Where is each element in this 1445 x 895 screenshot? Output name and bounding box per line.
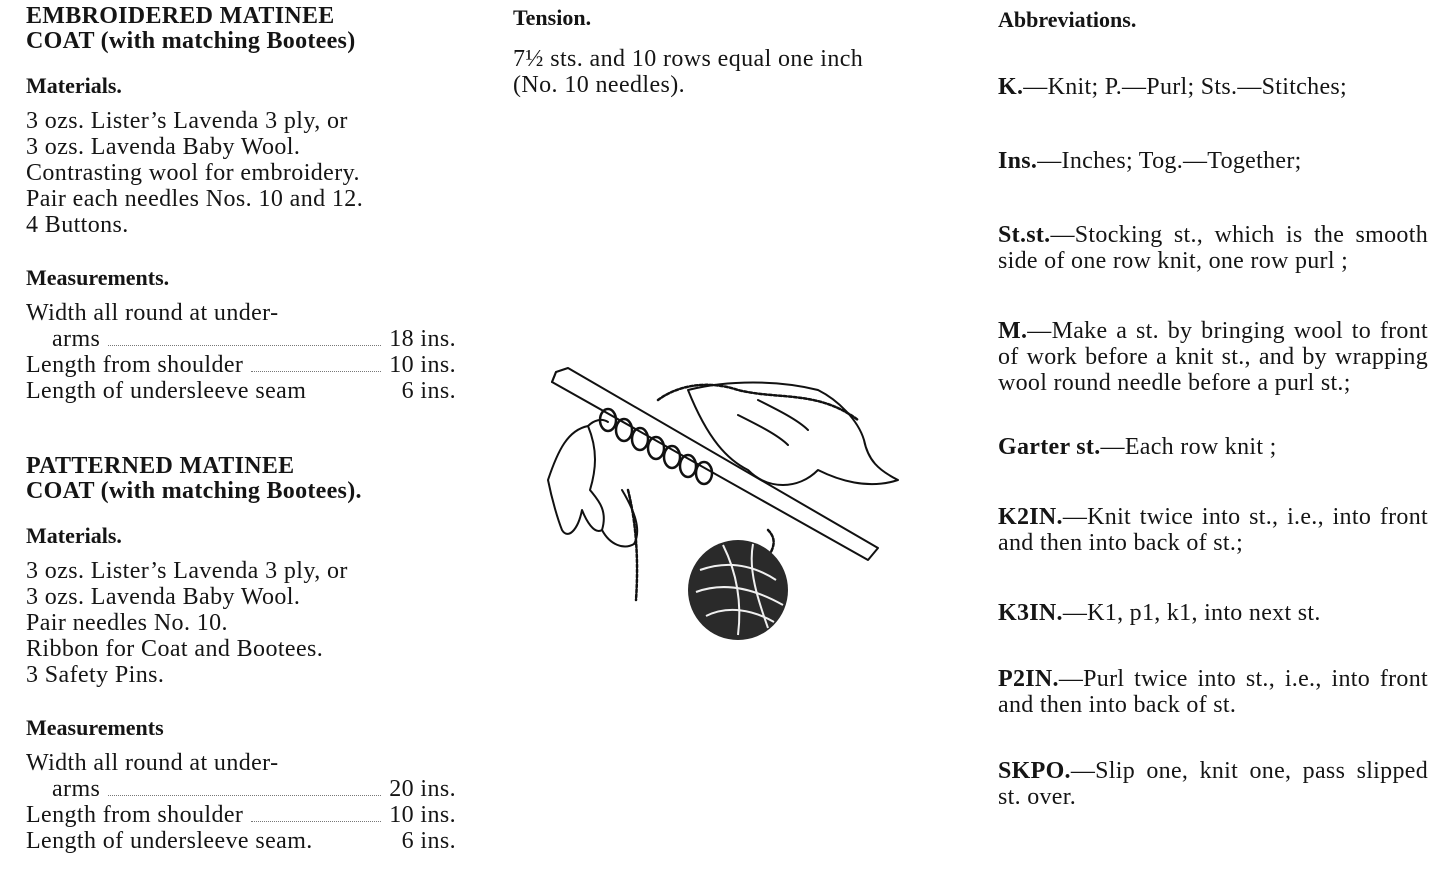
patterned-measurements-table bbox=[26, 750, 456, 854]
measurement-value: 10 ins. bbox=[389, 352, 456, 378]
patterned-title-line2: COAT (with matching Bootees). bbox=[26, 478, 362, 504]
materials-line: 3 ozs. Lavenda Baby Wool. bbox=[26, 134, 301, 160]
embroidered-title-line2: COAT (with matching Bootees) bbox=[26, 28, 356, 54]
measurement-row bbox=[26, 776, 456, 802]
middle-column bbox=[513, 0, 943, 98]
abbreviation-text: —Knit; P.—Purl; Sts.—Stitches; bbox=[1023, 74, 1347, 100]
embroidered-measurements-table bbox=[26, 300, 456, 404]
patterned-section bbox=[26, 454, 456, 854]
embroidered-section bbox=[26, 4, 456, 404]
measurement-label: arms bbox=[52, 776, 101, 802]
abbreviation-entry bbox=[998, 666, 1428, 718]
abbreviation-entry bbox=[998, 148, 1428, 174]
embroidered-title-line1: EMBROIDERED MATINEE bbox=[26, 3, 335, 29]
measurement-label: Length from shoulder bbox=[26, 352, 244, 378]
abbreviation-text: —Stocking st., which is the smooth side of one row knit, one row purl ; bbox=[998, 222, 1428, 274]
abbreviation-text: —Each row knit ; bbox=[1100, 434, 1277, 460]
measurement-row bbox=[26, 802, 456, 828]
patterned-title-line1: PATTERNED MATINEE bbox=[26, 453, 295, 479]
measurement-label: Length of undersleeve seam. bbox=[26, 828, 313, 854]
measurement-value: 10 ins. bbox=[389, 802, 456, 828]
abbreviation-term: K2IN. bbox=[998, 504, 1063, 530]
abbreviation-entry bbox=[998, 758, 1428, 810]
measurement-label: Length from shoulder bbox=[26, 802, 244, 828]
abbreviation-text: —K1, p1, k1, into next st. bbox=[1062, 600, 1321, 626]
right-column bbox=[998, 0, 1428, 810]
abbreviation-text: —Purl twice into st., i.e., into front and then into back of st. bbox=[998, 666, 1428, 718]
abbreviation-term: K. bbox=[998, 74, 1024, 100]
abbreviations-heading: Abbreviations. bbox=[998, 7, 1137, 32]
measurement-row bbox=[26, 326, 456, 352]
materials-line: Ribbon for Coat and Bootees. bbox=[26, 636, 324, 662]
patterned-measurements-heading: Measurements bbox=[26, 715, 164, 740]
abbreviation-entry bbox=[998, 504, 1428, 556]
materials-line: 3 ozs. Lavenda Baby Wool. bbox=[26, 584, 301, 610]
leader-dots bbox=[108, 345, 381, 346]
measurement-row bbox=[26, 378, 456, 404]
measurement-row bbox=[26, 750, 456, 776]
measurement-label: arms bbox=[52, 326, 101, 352]
measurement-value: 18 ins. bbox=[389, 326, 456, 352]
measurement-row bbox=[26, 300, 456, 326]
materials-line: 3 ozs. Lister’s Lavenda 3 ply, or bbox=[26, 108, 348, 134]
abbreviation-entry bbox=[998, 434, 1428, 460]
embroidered-materials-list bbox=[26, 108, 456, 238]
materials-line: Pair each needles Nos. 10 and 12. bbox=[26, 186, 364, 212]
patterned-title bbox=[26, 454, 456, 504]
abbreviation-text: —Inches; Tog.—Together; bbox=[1037, 148, 1302, 174]
embroidered-title bbox=[26, 4, 456, 54]
measurement-label: Width all round at under- bbox=[26, 750, 279, 776]
embroidered-materials-heading: Materials. bbox=[26, 73, 122, 98]
tension-line: 7½ sts. and 10 rows equal one inch bbox=[513, 46, 864, 72]
abbreviation-text: —Knit twice into st., i.e., into front and then into back of st.; bbox=[998, 504, 1428, 556]
patterned-materials-list bbox=[26, 558, 456, 688]
measurement-row bbox=[26, 828, 456, 854]
abbreviation-text: —Slip one, knit one, pass slipped st. over. bbox=[998, 758, 1428, 810]
leader-dots bbox=[251, 371, 381, 372]
tension-line: (No. 10 needles). bbox=[513, 72, 686, 98]
measurement-value: 6 ins. bbox=[401, 378, 456, 404]
measurement-value: 6 ins. bbox=[401, 828, 456, 854]
abbreviation-term: Garter st. bbox=[998, 434, 1101, 460]
measurement-label: Length of undersleeve seam bbox=[26, 378, 307, 404]
tension-text bbox=[513, 46, 943, 98]
tension-heading: Tension. bbox=[513, 5, 592, 30]
embroidered-measurements-heading: Measurements. bbox=[26, 265, 170, 290]
abbreviation-term: M. bbox=[998, 318, 1028, 344]
abbreviation-entry bbox=[998, 318, 1428, 396]
materials-line: 4 Buttons. bbox=[26, 212, 129, 238]
materials-line: Contrasting wool for embroidery. bbox=[26, 160, 360, 186]
materials-line: 3 Safety Pins. bbox=[26, 662, 165, 688]
materials-line: 3 ozs. Lister’s Lavenda 3 ply, or bbox=[26, 558, 348, 584]
left-column bbox=[26, 0, 456, 854]
materials-line: Pair needles No. 10. bbox=[26, 610, 228, 636]
abbreviation-term: P2IN. bbox=[998, 666, 1059, 692]
abbreviation-term: K3IN. bbox=[998, 600, 1063, 626]
leader-dots bbox=[108, 795, 381, 796]
abbreviation-text: —Make a st. by bringing wool to front of work before a knit st., and by wrapping wool round needle before a purl st.; bbox=[998, 318, 1428, 396]
measurement-label: Width all round at under- bbox=[26, 300, 279, 326]
measurement-row bbox=[26, 352, 456, 378]
abbreviation-entry bbox=[998, 600, 1428, 626]
patterned-materials-heading: Materials. bbox=[26, 523, 122, 548]
abbreviation-entry bbox=[998, 222, 1428, 274]
measurement-value: 20 ins. bbox=[389, 776, 456, 802]
abbreviation-entry bbox=[998, 74, 1428, 100]
leader-dots bbox=[251, 821, 381, 822]
abbreviation-term: SKPO. bbox=[998, 758, 1071, 784]
ball-of-wool bbox=[688, 540, 788, 640]
abbreviation-term: St.st. bbox=[998, 222, 1051, 248]
abbreviation-term: Ins. bbox=[998, 148, 1038, 174]
knitting-hands-illustration bbox=[538, 360, 908, 650]
